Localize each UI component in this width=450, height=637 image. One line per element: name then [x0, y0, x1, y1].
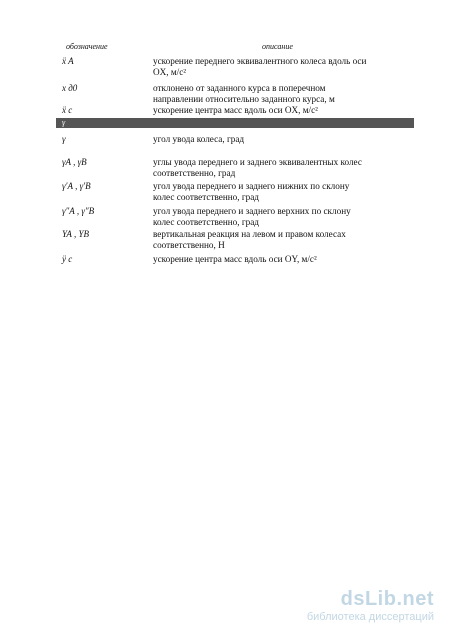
description: отклонено от заданного курса в поперечном направлении относительно заданного курса, м — [153, 83, 335, 104]
watermark-subtitle: библиотека диссертаций — [306, 611, 434, 623]
header-description: описание — [262, 42, 293, 51]
section-bar — [56, 118, 414, 128]
symbol: γ″A , γ″B — [62, 206, 95, 216]
description: вертикальная реакция на левом и правом колесах соответственно, Н — [153, 229, 346, 250]
symbol: ẍ c — [62, 105, 73, 115]
symbol: γ′A , γ′B — [62, 181, 91, 191]
watermark-logo: dsLib.net — [340, 588, 434, 610]
description: угол увода колеса, град — [153, 134, 245, 144]
symbol: γ — [62, 134, 66, 144]
description: ускорение центра масс вдоль оси OY, м/с² — [153, 254, 317, 264]
symbol: ẍ A — [62, 56, 74, 66]
symbol: γA , γB — [62, 157, 87, 167]
section-bar-label: γ — [62, 118, 66, 127]
description: угол увода переднего и заднего нижних по склону колес соответственно, град — [153, 181, 350, 202]
description: угол увода переднего и заднего верхних по склону колес соответственно, град — [153, 206, 351, 227]
header-symbol: обозначение — [66, 42, 108, 51]
description: ускорение центра масс вдоль оси OX, м/с² — [153, 105, 318, 115]
symbol: ÿ c — [62, 254, 73, 264]
description: ускорение переднего эквивалентного колеса вдоль оси OX, м/с² — [153, 56, 367, 77]
description: углы увода переднего и заднего эквивалентных колес соответственно, град — [153, 157, 362, 178]
symbol: x д0 — [62, 83, 78, 93]
symbol: YA , YB — [62, 229, 89, 239]
